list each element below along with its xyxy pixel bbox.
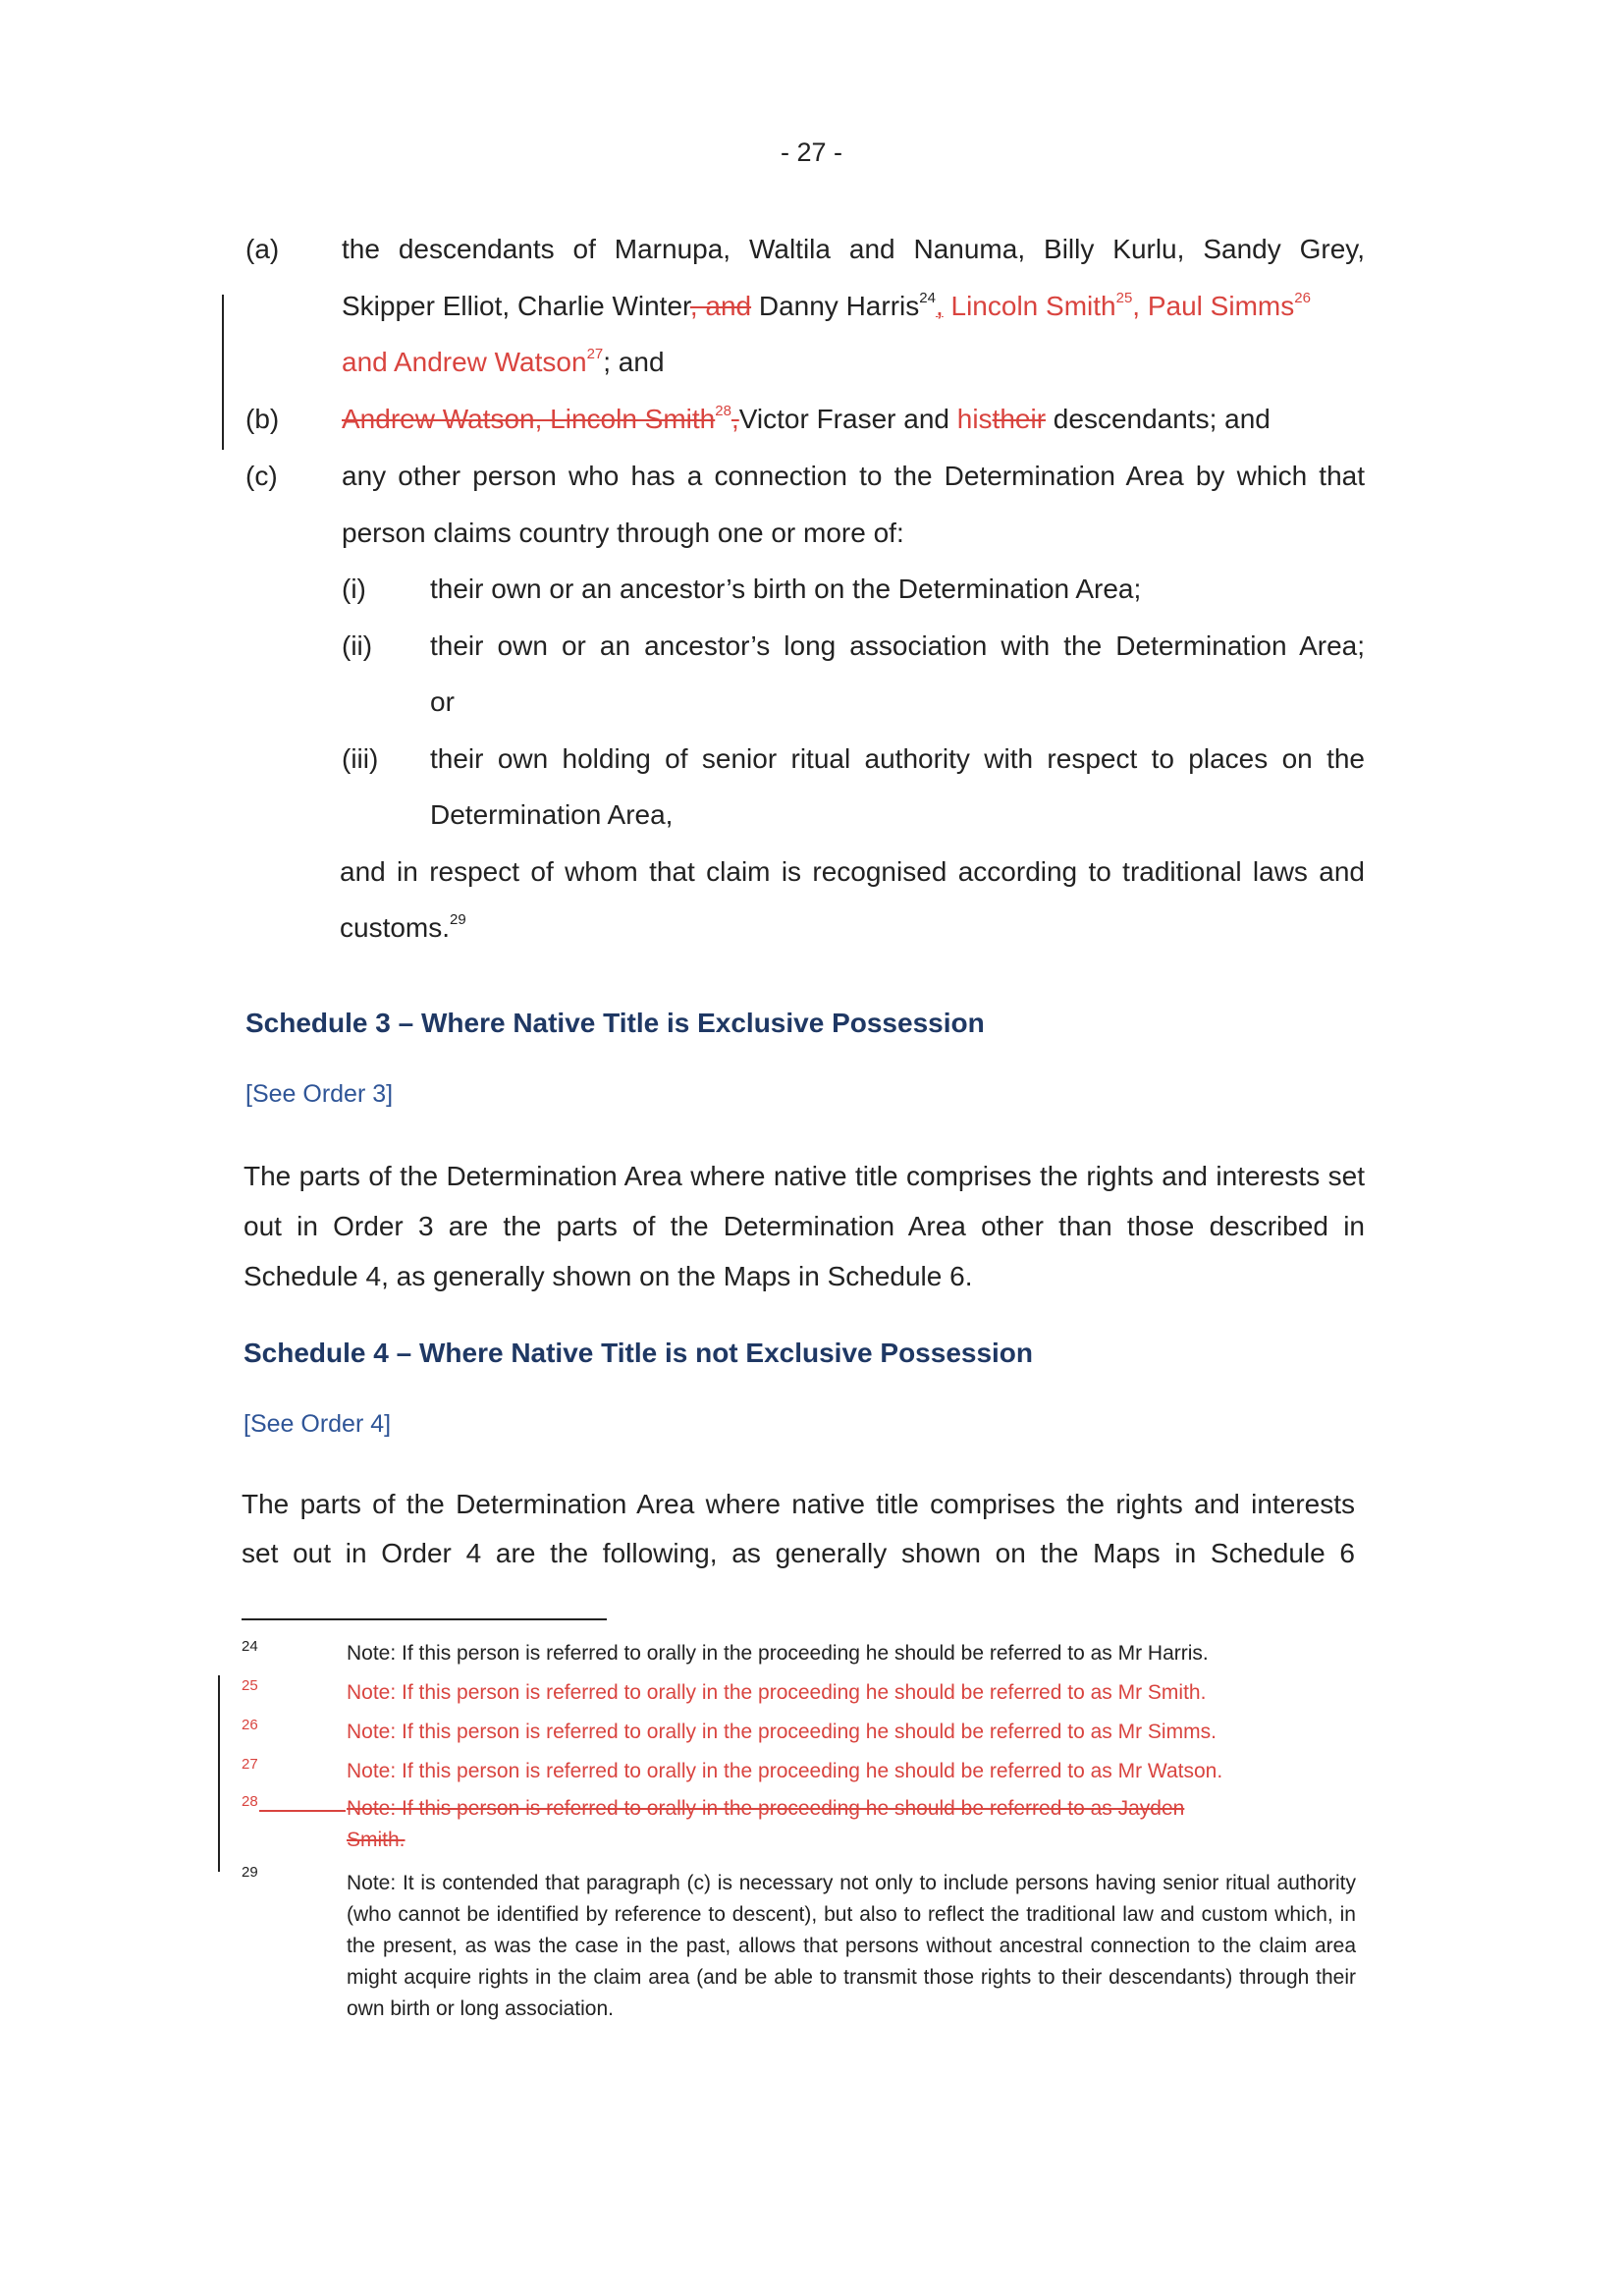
inserted-lincoln-smith: Lincoln Smith: [943, 291, 1116, 321]
subitem-iii-line1: their own holding of senior ritual authority with respect to places on the: [430, 743, 1365, 774]
footnote-29-text: Note: It is contended that paragraph (c) is necessary not only to include persons having senior ritual authority (who cannot be identified by reference to descent), but also to reflect the traditional law and custom which, in the present, as was the case in the past, allows that persons without ancestral connection to the claim area might acquire rights in the claim area (and be able to transmit those rights to their descendants) through their own birth or long association.: [347, 1872, 1356, 2020]
item-a-text-start: Skipper Elliot, Charlie Winter: [342, 291, 690, 321]
footnote-24-text: Note: If this person is referred to orally in the proceeding he should be referred to as Mr Harris.: [347, 1642, 1209, 1665]
item-a-line2: [342, 291, 1311, 322]
schedule3-see-order[interactable]: [See Order 3]: [245, 1080, 394, 1108]
schedule3-body: The parts of the Determination Area where native title comprises the rights and interests set out in Order 3 are the parts of the Determination Area other than those described in Schedule 4, as generally shown on the Maps in Schedule 6.: [243, 1161, 1365, 1291]
schedule3-heading: Schedule 3 – Where Native Title is Exclusive Possession: [245, 1008, 985, 1038]
inserted-comma: ,: [935, 291, 944, 321]
item-b-line: [342, 404, 1271, 435]
footnote-ref-29[interactable]: 29: [450, 911, 466, 928]
footnote-28-leader: [259, 1810, 346, 1812]
inserted-paul-simms: , Paul Simms: [1132, 291, 1295, 321]
item-c-line2: person claims country through one or more of:: [342, 518, 904, 548]
footnote-28-line2: Smith.: [347, 1829, 406, 1851]
footnote-27-text: Note: If this person is referred to orally in the proceeding he should be referred to as Mr Watson.: [347, 1760, 1223, 1782]
footnote-ref-26[interactable]: 26: [1294, 290, 1311, 306]
footnote-28-number: 28: [242, 1793, 258, 1810]
item-c-closing2: [340, 912, 466, 944]
customs-text: customs.: [340, 912, 451, 943]
item-c-label: (c): [245, 461, 278, 491]
inserted-andrew-watson: and Andrew Watson: [342, 347, 587, 377]
change-bar-top: [222, 295, 224, 450]
footnote-ref-25[interactable]: 25: [1115, 290, 1133, 306]
footnote-24-number: 24: [242, 1638, 258, 1655]
footnote-ref-28[interactable]: 28: [715, 403, 731, 419]
footnote-26-number: 26: [242, 1717, 258, 1733]
subitem-i-label: (i): [342, 574, 366, 604]
deleted-names: Andrew Watson, Lincoln Smith: [342, 404, 716, 434]
subitem-iii-line2: Determination Area,: [430, 799, 674, 830]
item-c-line1: any other person who has a connection to the Determination Area by which that: [342, 461, 1365, 491]
footnote-29-number: 29: [242, 1864, 258, 1881]
subitem-ii-line1: their own or an ancestor’s long association with the Determination Area;: [430, 630, 1365, 661]
subitem-ii-line2: or: [430, 686, 455, 717]
footnote-27-number: 27: [242, 1756, 258, 1773]
footnote-ref-27[interactable]: 27: [586, 346, 604, 362]
item-c-closing1: and in respect of whom that claim is recognised according to traditional laws and: [340, 856, 1365, 887]
item-a-label: (a): [245, 234, 280, 264]
footnote-ref-24[interactable]: 24: [919, 290, 936, 306]
footnote-25-text: Note: If this person is referred to orally in the proceeding he should be referred to as Mr Smith.: [347, 1681, 1207, 1704]
item-a-line1: the descendants of Marnupa, Waltila and Nanuma, Billy Kurlu, Sandy Grey,: [342, 234, 1365, 264]
footnote-25-number: 25: [242, 1677, 258, 1694]
schedule4-see-order[interactable]: [See Order 4]: [243, 1410, 392, 1438]
deleted-comma: ,: [730, 404, 739, 434]
subitem-iii-label: (iii): [342, 743, 379, 774]
subitem-ii-label: (ii): [342, 630, 373, 661]
schedule4-body-line1: The parts of the Determination Area where native title comprises the rights and interests: [242, 1489, 1355, 1519]
item-b-text-1: Victor Fraser and: [738, 404, 957, 434]
deleted-their: their: [992, 404, 1047, 434]
footnote-26-text: Note: If this person is referred to orally in the proceeding he should be referred to as Mr Simms.: [347, 1721, 1217, 1743]
schedule4-heading: Schedule 4 – Where Native Title is not Exclusive Possession: [243, 1338, 1034, 1368]
item-a-line3: [342, 347, 665, 378]
deleted-and: , and: [689, 291, 752, 321]
footnote-separator: [242, 1618, 607, 1620]
footnote-28-line1: Note: If this person is referred to orally in the proceeding he should be referred to as Jayden: [347, 1797, 1185, 1820]
change-bar-footnotes: [218, 1675, 220, 1872]
item-a-and: ; and: [603, 347, 665, 377]
page-number: - 27 -: [780, 137, 843, 167]
schedule4-body-line2: set out in Order 4 are the following, as generally shown on the Maps in Schedule 6: [242, 1538, 1355, 1568]
item-b-label: (b): [245, 404, 280, 434]
item-b-text-2: descendants; and: [1046, 404, 1271, 434]
inserted-his: his: [956, 404, 993, 434]
subitem-i-text: their own or an ancestor’s birth on the Determination Area;: [430, 574, 1142, 604]
item-a-text-harris: Danny Harris: [751, 291, 920, 321]
